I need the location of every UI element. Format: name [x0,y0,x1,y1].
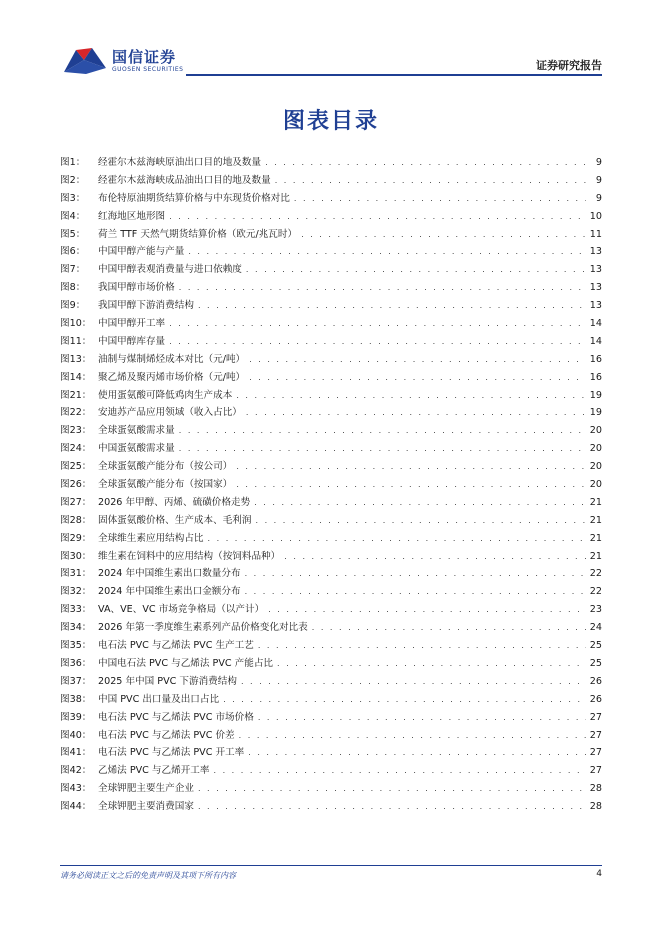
toc-page-number: 19 [589,389,602,401]
toc-dot-leader [179,422,586,440]
toc-figure-number: 图36： [60,657,92,669]
toc-figure-number: 图8： [60,282,86,294]
toc-figure-number: 图39： [60,711,92,723]
toc-entry[interactable] [60,709,602,727]
header-divider [186,74,602,76]
toc-dot-leader [254,494,586,512]
toc-page-number: 9 [595,157,602,168]
toc-page-number: 28 [589,801,602,813]
toc-figure-title: 全球蛋氨酸产能分布（按公司） [98,461,233,473]
guosen-logo [62,46,184,80]
toc-entry[interactable] [60,333,602,351]
toc-figure-number: 图1： [60,157,86,168]
toc-page-number: 22 [589,586,602,598]
toc-figure-number: 图30： [60,550,92,562]
toc-page-number: 27 [589,765,602,777]
toc-entry[interactable] [60,780,602,798]
toc-entry[interactable] [60,798,602,816]
toc-figure-title: 油制与煤制烯烃成本对比（元/吨） [98,353,246,365]
toc-figure-number: 图25： [60,461,92,473]
toc-page-number: 26 [589,693,602,705]
toc-page-number: 25 [589,657,602,669]
toc-dot-leader [301,226,586,244]
toc-figure-title: 中国甲醇产能与产量 [98,246,185,258]
toc-figure-title: 我国甲醇市场价格 [98,282,175,294]
toc-dot-leader [188,243,585,261]
toc-figure-number: 图5： [60,228,86,240]
toc-figure-number: 图10： [60,318,92,330]
toc-dot-leader [256,512,586,530]
toc-dot-leader [249,351,586,369]
toc-dot-leader [275,172,586,190]
toc-entry[interactable] [60,565,602,583]
toc-figure-number: 图21： [60,389,92,401]
toc-entry[interactable] [60,422,602,440]
toc-figure-title: 全球钾肥主要生产企业 [98,783,194,795]
toc-page-number: 16 [589,371,602,383]
toc-dot-leader [198,780,586,798]
toc-figure-number: 图7： [60,264,86,276]
page-title: 图表目录 [282,109,379,134]
toc-figure-title: 我国甲醇下游消费结构 [98,300,194,312]
toc-figure-title: 使用蛋氨酸可降低鸡肉生产成本 [98,389,233,401]
toc-dot-leader [198,798,586,816]
toc-entry[interactable] [60,440,602,458]
toc-entry[interactable] [60,279,602,297]
toc-dot-leader [265,154,586,172]
toc-page-number: 21 [589,514,602,526]
toc-figure-number: 图44： [60,801,92,813]
toc-figure-title: 电石法 PVC 与乙烯法 PVC 生产工艺 [98,640,254,652]
toc-dot-leader [258,709,586,727]
footer-disclaimer[interactable]: 请务必阅读正文之后的免责声明及其项下所有内容 [60,871,236,880]
toc-dot-leader [236,476,585,494]
report-type-label: 证券研究报告 [536,59,602,72]
toc-figure-number: 图33： [60,604,92,616]
toc-dot-leader [245,583,586,601]
toc-dot-leader [268,601,586,619]
toc-figure-title: VA、VE、VC 市场竞争格局（以产计） [98,604,265,616]
toc-page-number: 28 [589,783,602,795]
toc-figure-title: 固体蛋氨酸价格、生产成本、毛利润 [98,514,252,526]
toc-figure-title: 中国甲醇表观消费量与进口依赖度 [98,264,242,276]
toc-entry[interactable] [60,315,602,333]
toc-entry[interactable] [60,691,602,709]
toc-figure-title: 2025 年中国 PVC 下游消费结构 [98,675,237,687]
toc-figure-title: 经霍尔木兹海峡成品油出口目的地及数量 [98,174,271,186]
toc-entry[interactable] [60,243,602,261]
toc-dot-leader [239,727,586,745]
toc-figure-title: 电石法 PVC 与乙烯法 PVC 市场价格 [98,711,254,723]
toc-figure-number: 图31： [60,568,92,580]
toc-dot-leader [179,440,586,458]
toc-page-number: 22 [589,568,602,580]
toc-page-number: 21 [589,550,602,562]
toc-entry[interactable] [60,512,602,530]
toc-figure-number: 图23： [60,425,92,437]
toc-page-number: 13 [589,300,602,312]
toc-entry[interactable] [60,261,602,279]
toc-dot-leader [179,279,586,297]
toc-page-number: 11 [589,228,602,240]
toc-figure-title: 2024 年中国维生素出口数量分布 [98,568,241,580]
toc-dot-leader [169,333,586,351]
toc-dot-leader [198,297,586,315]
toc-dot-leader [236,387,585,405]
toc-figure-number: 图26： [60,479,92,491]
toc-entry[interactable] [60,601,602,619]
figure-table-of-contents [60,154,602,816]
toc-figure-number: 图6： [60,246,86,258]
toc-dot-leader [312,619,586,637]
toc-figure-number: 图34： [60,622,92,634]
toc-entry[interactable] [60,297,602,315]
toc-figure-title: 2026 年第一季度维生素系列产品价格变化对比表 [98,622,308,634]
toc-page-number: 26 [589,675,602,687]
toc-dot-leader [249,369,586,387]
toc-figure-number: 图27： [60,496,92,508]
toc-page-number: 21 [589,532,602,544]
toc-entry[interactable] [60,404,602,422]
toc-entry[interactable] [60,548,602,566]
toc-dot-leader [208,530,586,548]
toc-figure-number: 图41： [60,747,92,759]
toc-dot-leader [169,208,586,226]
toc-entry[interactable] [60,226,602,244]
toc-entry[interactable] [60,172,602,190]
page-number: 4 [596,869,602,879]
page-header [0,0,662,80]
toc-dot-leader [245,565,586,583]
toc-page-number: 21 [589,496,602,508]
toc-figure-number: 图40： [60,729,92,741]
toc-figure-title: 中国电石法 PVC 与乙烯法 PVC 产能占比 [98,657,274,669]
toc-entry[interactable] [60,476,602,494]
guosen-logo-icon [62,46,108,76]
toc-figure-title: 荷兰 TTF 天然气期货结算价格（欧元/兆瓦时） [98,228,298,240]
toc-entry[interactable] [60,583,602,601]
toc-entry[interactable] [60,744,602,762]
toc-figure-number: 图22： [60,407,92,419]
toc-entry[interactable] [60,619,602,637]
toc-entry[interactable] [60,637,602,655]
toc-page-number: 25 [589,640,602,652]
toc-page-number: 13 [589,264,602,276]
toc-figure-title: 聚乙烯及聚丙烯市场价格（元/吨） [98,371,246,383]
toc-figure-number: 图38： [60,693,92,705]
toc-entry[interactable] [60,762,602,780]
toc-figure-number: 图4： [60,210,86,222]
toc-page-number: 27 [589,747,602,759]
toc-dot-leader [223,691,586,709]
toc-figure-number: 图3： [60,192,86,204]
toc-entry[interactable] [60,494,602,512]
toc-page-number: 20 [589,461,602,473]
toc-entry[interactable] [60,351,602,369]
toc-figure-title: 经霍尔木兹海峡原油出口目的地及数量 [98,157,262,168]
toc-page-number: 24 [589,622,602,634]
toc-figure-title: 2026 年甲醇、丙烯、硫磺价格走势 [98,496,251,508]
toc-figure-number: 图43： [60,783,92,795]
toc-dot-leader [248,744,586,762]
toc-figure-title: 2024 年中国维生素出口金额分布 [98,586,241,598]
toc-figure-title: 电石法 PVC 与乙烯法 PVC 开工率 [98,747,245,759]
toc-figure-title: 布伦特原油期货结算价格与中东现货价格对比 [98,192,290,204]
toc-page-number: 27 [589,711,602,723]
toc-figure-number: 图28： [60,514,92,526]
toc-dot-leader [169,315,586,333]
toc-entry[interactable] [60,208,602,226]
toc-figure-title: 中国甲醇库存量 [98,335,166,347]
toc-page-number: 20 [589,425,602,437]
toc-figure-number: 图24： [60,443,92,455]
toc-entry[interactable] [60,154,602,172]
toc-page-number: 9 [595,174,602,186]
toc-page-number: 10 [589,210,602,222]
toc-figure-number: 图32： [60,586,92,598]
toc-page-number: 23 [589,604,602,616]
toc-dot-leader [246,404,586,422]
toc-page-number: 20 [589,443,602,455]
toc-figure-title: 中国甲醇开工率 [98,318,166,330]
toc-figure-number: 图29： [60,532,92,544]
toc-page-number: 19 [589,407,602,419]
toc-page-number: 20 [589,479,602,491]
toc-dot-leader [241,673,586,691]
toc-entry[interactable] [60,190,602,208]
toc-figure-title: 全球钾肥主要消费国家 [98,801,194,813]
toc-page-number: 9 [595,192,602,204]
toc-page-number: 27 [589,729,602,741]
toc-dot-leader [214,762,586,780]
toc-figure-title: 中国 PVC 出口量及出口占比 [98,693,220,705]
footer-divider [60,865,602,866]
toc-figure-title: 电石法 PVC 与乙烯法 PVC 价差 [98,729,235,741]
toc-figure-number: 图9： [60,300,86,312]
toc-entry[interactable] [60,387,602,405]
toc-dot-leader [294,190,586,208]
toc-figure-title: 全球蛋氨酸产能分布（按国家） [98,479,233,491]
toc-figure-number: 图13： [60,353,92,365]
toc-entry[interactable] [60,369,602,387]
toc-figure-title: 中国蛋氨酸需求量 [98,443,175,455]
toc-figure-title: 全球蛋氨酸需求量 [98,425,175,437]
toc-figure-title: 红海地区地形图 [98,210,166,222]
toc-dot-leader [258,637,586,655]
toc-dot-leader [236,458,585,476]
toc-figure-title: 安迪苏产品应用领域（收入占比） [98,407,242,419]
toc-figure-number: 图2： [60,174,86,186]
toc-figure-title: 维生素在饲料中的应用结构（按饲料品种） [98,550,281,562]
toc-figure-number: 图35： [60,640,92,652]
toc-figure-number: 图11： [60,335,92,347]
toc-figure-number: 图37： [60,675,92,687]
toc-page-number: 14 [589,335,602,347]
toc-dot-leader [277,655,586,673]
logo-text-en: GUOSEN SECURITIES [112,66,184,73]
toc-page-number: 14 [589,318,602,330]
toc-dot-leader [284,548,586,566]
toc-entry[interactable] [60,655,602,673]
toc-entry[interactable] [60,673,602,691]
toc-entry[interactable] [60,727,602,745]
logo-text-cn: 国信证券 [112,48,177,66]
toc-figure-number: 图42： [60,765,92,777]
toc-figure-number: 图14： [60,371,92,383]
toc-entry[interactable] [60,530,602,548]
toc-dot-leader [246,261,586,279]
toc-figure-title: 全球维生素应用结构占比 [98,532,204,544]
toc-page-number: 13 [589,282,602,294]
toc-figure-title: 乙烯法 PVC 与乙烯开工率 [98,765,210,777]
toc-page-number: 13 [589,246,602,258]
toc-entry[interactable] [60,458,602,476]
toc-page-number: 16 [589,353,602,365]
